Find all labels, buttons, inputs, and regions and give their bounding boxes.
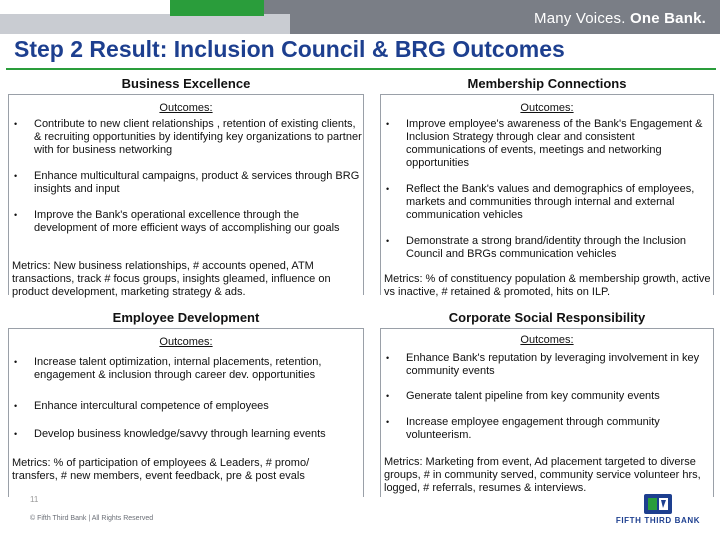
header-green-tab <box>170 0 264 16</box>
list-item: • Reflect the Bank's values and demographics of employees, markets and communities through internal and external communication vehicles <box>386 183 695 221</box>
bullet-icon: • <box>386 391 390 401</box>
list-item: • Enhance intercultural competence of employees <box>14 400 269 412</box>
list-item: • Enhance Bank's reputation by leveraging involvement in key community events <box>386 352 700 377</box>
bullet-icon: • <box>386 184 390 194</box>
list-item: • Increase talent optimization, internal placements, retention, engagement & inclusion through career dev. opportunities <box>14 356 322 381</box>
page-title: Step 2 Result: Inclusion Council & BRG Outcomes <box>14 36 565 62</box>
title-divider <box>6 68 716 70</box>
outcomes-label: Outcomes: <box>520 102 574 114</box>
panel-heading: Business Excellence <box>121 76 251 91</box>
page-number: 11 <box>30 495 39 504</box>
bullet-icon: • <box>14 119 18 129</box>
panel-membership-connections <box>380 74 714 300</box>
list-item: • Develop business knowledge/savvy through learning events <box>14 428 326 440</box>
bullet-icon: • <box>14 357 18 367</box>
panel-business-excellence <box>8 74 364 300</box>
panel-heading: Employee Development <box>112 310 260 325</box>
header-bar-light-segment <box>0 14 290 34</box>
logo-text: FIFTH THIRD BANK <box>615 516 701 525</box>
metrics-text: Metrics: New business relationships, # accounts opened, ATM transactions, track # focus groups, insights gleamed, influence on product development, marketing strategy & ads. <box>12 260 331 298</box>
outcomes-label: Outcomes: <box>159 336 213 348</box>
metrics-text: Metrics: Marketing from event, Ad placement targeted to diverse groups, # in community served, community service volunteer hrs, logged, # referrals, resumes & interviews. <box>384 456 701 494</box>
tagline-regular: Many Voices. <box>534 10 626 27</box>
bullet-icon: • <box>14 210 18 220</box>
metrics-text: Metrics: % of participation of employees & Leaders, # promo/ transfers, # new members, event feedback, pre & post evals <box>12 457 310 482</box>
list-item: • Contribute to new client relationships , retention of existing clients, & recruiting opportunities by identifying key organizations to partner with for business networking <box>14 118 362 156</box>
panel-heading: Membership Connections <box>467 76 627 91</box>
copyright-text: © Fifth Third Bank | All Rights Reserved <box>30 515 154 522</box>
outcomes-label: Outcomes: <box>520 334 574 346</box>
list-item: • Improve employee's awareness of the Bank's Engagement & Inclusion Strategy through clear and consistent communications of events, meetings and networking opportunities <box>386 118 703 169</box>
bullet-icon: • <box>14 171 18 181</box>
list-item: • Enhance multicultural campaigns, product & services through BRG insights and input <box>14 170 360 195</box>
panel-heading: Corporate Social Responsibility <box>448 310 646 325</box>
bullet-icon: • <box>14 401 18 411</box>
list-item: • Improve the Bank's operational excellence through the development of more efficient ways of accomplishing our goals <box>14 209 340 234</box>
panel-employee-development <box>8 308 364 498</box>
list-item: • Demonstrate a strong brand/identity through the Inclusion Council and BRGs communication vehicles <box>386 235 687 260</box>
bullet-icon: • <box>386 119 390 129</box>
metrics-text: Metrics: % of constituency population & membership growth, active vs inactive, # retained & promoted, hits on ILP. <box>384 273 711 298</box>
outcomes-label: Outcomes: <box>159 102 213 114</box>
logo-mark-icon <box>606 492 710 516</box>
list-item: • Increase employee engagement through community volunteerism. <box>386 416 660 441</box>
bullet-icon: • <box>386 353 390 363</box>
bullet-icon: • <box>14 429 18 439</box>
bullet-icon: • <box>386 236 390 246</box>
bullet-icon: • <box>386 417 390 427</box>
list-item: • Generate talent pipeline from key community events <box>386 390 660 402</box>
tagline <box>534 10 706 27</box>
panel-corporate-social-responsibility <box>380 308 714 498</box>
tagline-bold: One Bank. <box>630 10 706 27</box>
fifth-third-bank-logo <box>606 492 710 532</box>
